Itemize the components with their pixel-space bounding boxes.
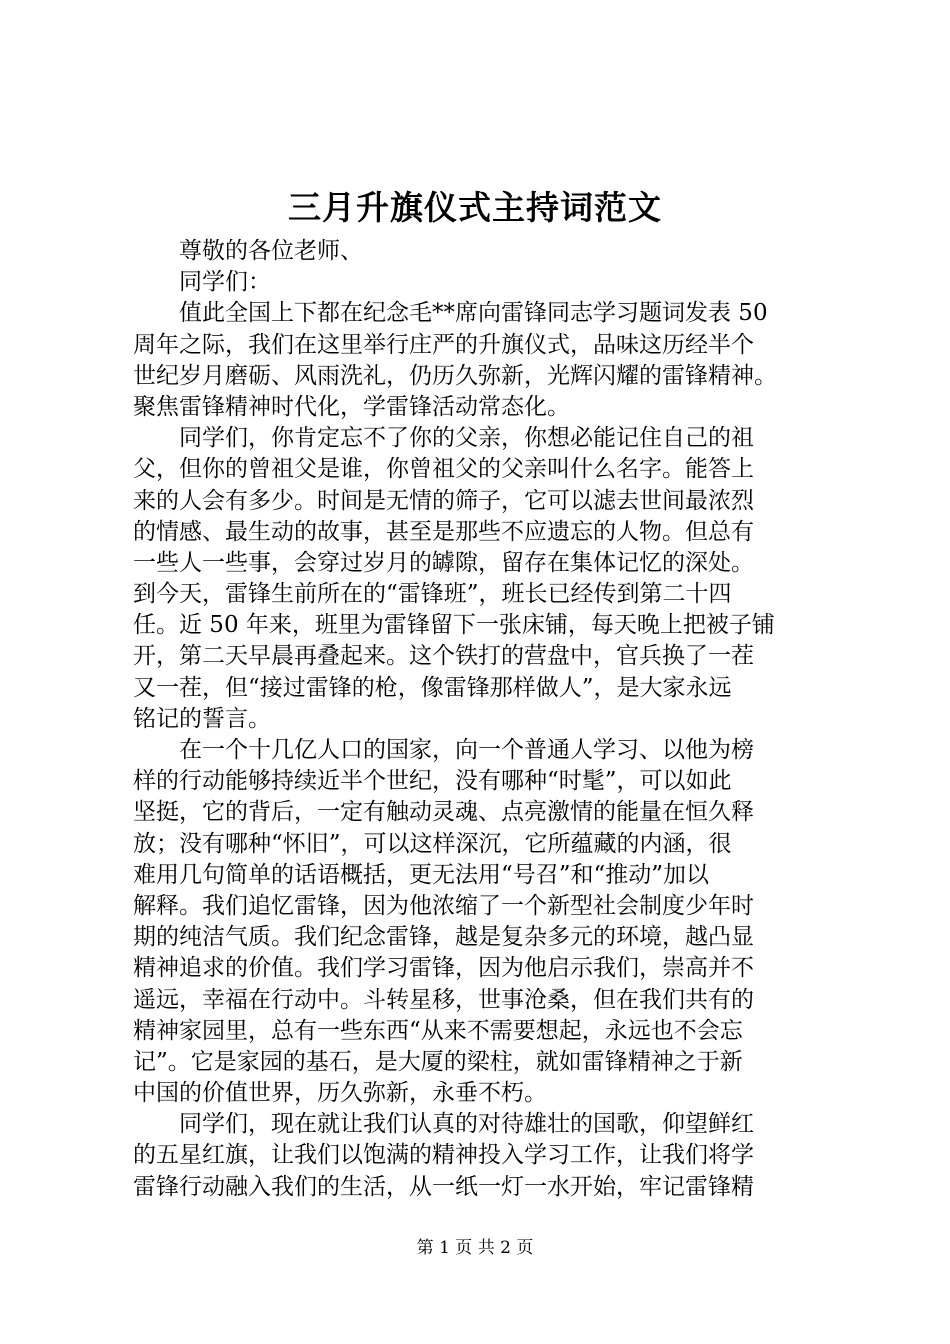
salutation-line: 尊敬的各位老师、 bbox=[179, 238, 363, 264]
page-title: 三月升旗仪式主持词范文 bbox=[288, 188, 662, 227]
page-footer: 第 1 页 共 2 页 bbox=[416, 1238, 534, 1258]
paragraph-line: 任。近 50 年来，班里为雷锋留下一张床铺，每天晚上把被子铺 bbox=[133, 612, 775, 639]
paragraph-line: 中国的价值世界，历久弥新，永垂不朽。 bbox=[133, 1080, 547, 1107]
paragraph-line: 到今天，雷锋生前所在的“雷锋班”，班长已经传到第二十四 bbox=[133, 581, 732, 608]
paragraph-line: 同学们，现在就让我们认真的对待雄壮的国歌，仰望鲜红 bbox=[179, 1111, 754, 1138]
paragraph-line: 解释。我们追忆雷锋，因为他浓缩了一个新型社会制度少年时 bbox=[133, 892, 754, 919]
paragraph-line: 周年之际，我们在这里举行庄严的升旗仪式，品味这历经半个 bbox=[133, 331, 754, 358]
paragraph-line: 父，但你的曾祖父是谁，你曾祖父的父亲叫什么名字。能答上 bbox=[133, 456, 754, 483]
paragraph-line: 来的人会有多少。时间是无情的筛子，它可以滤去世间最浓烈 bbox=[133, 487, 754, 514]
paragraph-line: 期的纯洁气质。我们纪念雷锋，越是复杂多元的环境，越凸显 bbox=[133, 924, 754, 951]
paragraph-line: 聚焦雷锋精神时代化，学雷锋活动常态化。 bbox=[133, 393, 570, 420]
document-body bbox=[133, 236, 833, 1203]
paragraph-line: 雷锋行动融入我们的生活，从一纸一灯一水开始，牢记雷锋精 bbox=[133, 1173, 754, 1200]
paragraph-line: 难用几句简单的话语概括，更无法用“号召”和“推动”加以 bbox=[133, 861, 710, 888]
paragraph-line: 遥远，幸福在行动中。斗转星移，世事沧桑，但在我们共有的 bbox=[133, 986, 754, 1013]
paragraph-line: 的五星红旗，让我们以饱满的精神投入学习工作，让我们将学 bbox=[133, 1142, 754, 1169]
paragraph-line: 值此全国上下都在纪念毛**席向雷锋同志学习题词发表 50 bbox=[179, 300, 768, 327]
paragraph-line: 又一茬，但“接过雷锋的枪，像雷锋那样做人”，是大家永远 bbox=[133, 674, 732, 701]
paragraph-line: 一些人一些事，会穿过岁月的罅隙，留存在集体记忆的深处。 bbox=[133, 549, 754, 576]
paragraph-line: 开，第二天早晨再叠起来。这个铁打的营盘中，官兵换了一茬 bbox=[133, 643, 754, 670]
paragraph-line: 同学们，你肯定忘不了你的父亲，你想必能记住自己的祖 bbox=[179, 425, 754, 452]
salutation-line: 同学们： bbox=[179, 269, 271, 296]
paragraph-line: 的情感、最生动的故事，甚至是那些不应遗忘的人物。但总有 bbox=[133, 518, 754, 545]
paragraph-line: 坚挺，它的背后，一定有触动灵魂、点亮激情的能量在恒久释 bbox=[133, 799, 754, 826]
paragraph-line: 样的行动能够持续近半个世纪，没有哪种“时髦”，可以如此 bbox=[133, 768, 732, 795]
paragraph-line: 铭记的誓言。 bbox=[133, 705, 271, 732]
paragraph-line: 记”。它是家园的基石，是大厦的梁柱，就如雷锋精神之于新 bbox=[133, 1048, 743, 1075]
paragraph-line: 在一个十几亿人口的国家，向一个普通人学习、以他为榜 bbox=[179, 737, 754, 763]
paragraph-line: 放；没有哪种“怀旧”，可以这样深沉，它所蕴藏的内涵，很 bbox=[133, 830, 732, 857]
paragraph-line: 精神追求的价值。我们学习雷锋，因为他启示我们，崇高并不 bbox=[133, 955, 754, 982]
paragraph-line: 精神家园里，总有一些东西“从来不需要想起，永远也不会忘 bbox=[133, 1017, 743, 1044]
paragraph-line: 世纪岁月磨砺、风雨洗礼，仍历久弥新，光辉闪耀的雷锋精神。 bbox=[133, 362, 777, 389]
